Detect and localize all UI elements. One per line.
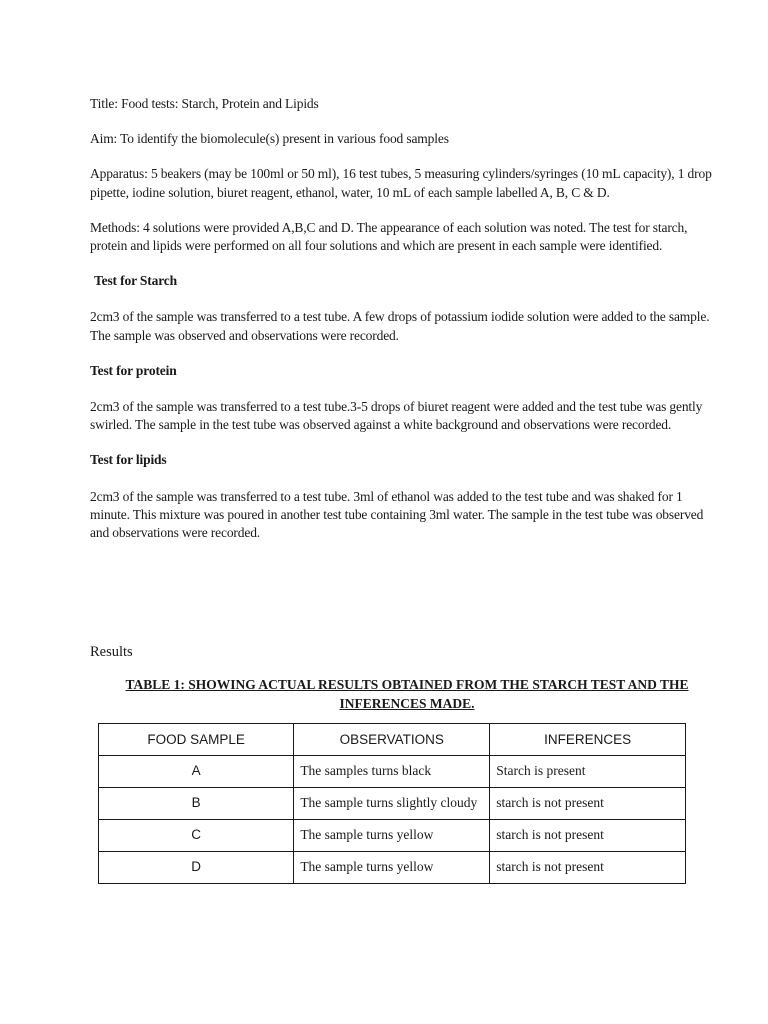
cell-observation: The samples turns black (294, 756, 490, 788)
table-row (99, 820, 686, 852)
heading-test-for-lipids: Test for lipids (90, 452, 167, 468)
cell-observation: The sample turns yellow (294, 852, 490, 884)
table-caption: TABLE 1: SHOWING ACTUAL RESULTS OBTAINED FROM THE STARCH TEST AND THE INFERENCES MADE. (125, 677, 689, 711)
starch-test-text: 2cm3 of the sample was transferred to a test tube. A few drops of potassium iodide solution were added to the sample. The sample was observed and observations were recorded. (90, 309, 710, 343)
cell-inference: Starch is present (490, 756, 686, 788)
cell-inference: starch is not present (490, 852, 686, 884)
heading-test-for-protein: Test for protein (90, 362, 177, 378)
table-header-row (99, 724, 686, 756)
cell-food-sample: B (99, 788, 294, 820)
column-header-food-sample: FOOD SAMPLE (99, 724, 294, 756)
heading-test-for-starch: Test for Starch (94, 273, 178, 289)
table-row (99, 788, 686, 820)
cell-food-sample: C (99, 820, 294, 852)
lipids-test-text: 2cm3 of the sample was transferred to a test tube. 3ml of ethanol was added to the test tube and was shaked for 1 minute. This mixture was poured in another test tube containing 3ml water. The sample in the test tube was observed and observations were recorded. (90, 488, 704, 541)
apparatus-text: Apparatus: 5 beakers (may be 100ml or 50 ml), 16 test tubes, 5 measuring cylinders/syringes (10 mL capacity), 1 drop pipette, iodine solution, biuret reagent, ethanol, water, 10 mL of each sample labelled A, B, C & D. (90, 166, 712, 200)
protein-test-text: 2cm3 of the sample was transferred to a test tube.3-5 drops of biuret reagent were added and the test tube was gently swirled. The sample in the test tube was observed against a white background and observations were recorded. (90, 399, 703, 433)
cell-observation: The sample turns yellow (294, 820, 490, 852)
cell-observation: The sample turns slightly cloudy (294, 788, 490, 820)
results-table (98, 723, 686, 884)
document-body (90, 95, 718, 559)
column-header-observations: OBSERVATIONS (294, 724, 490, 756)
cell-food-sample: A (99, 756, 294, 788)
document-title: Title: Food tests: Starch, Protein and Lipids (90, 96, 319, 111)
results-heading: Results (90, 644, 133, 660)
table-row (99, 756, 686, 788)
table-row (99, 852, 686, 884)
column-header-inferences: INFERENCES (490, 724, 686, 756)
cell-food-sample: D (99, 852, 294, 884)
methods-text: Methods: 4 solutions were provided A,B,C and D. The appearance of each solution was noted. The test for starch, protein and lipids were performed on all four solutions and which are present in each sample were identified. (90, 219, 688, 254)
cell-inference: starch is not present (490, 820, 686, 852)
aim-text: Aim: To identify the biomolecule(s) present in various food samples (90, 131, 449, 147)
cell-inference: starch is not present (490, 788, 686, 820)
